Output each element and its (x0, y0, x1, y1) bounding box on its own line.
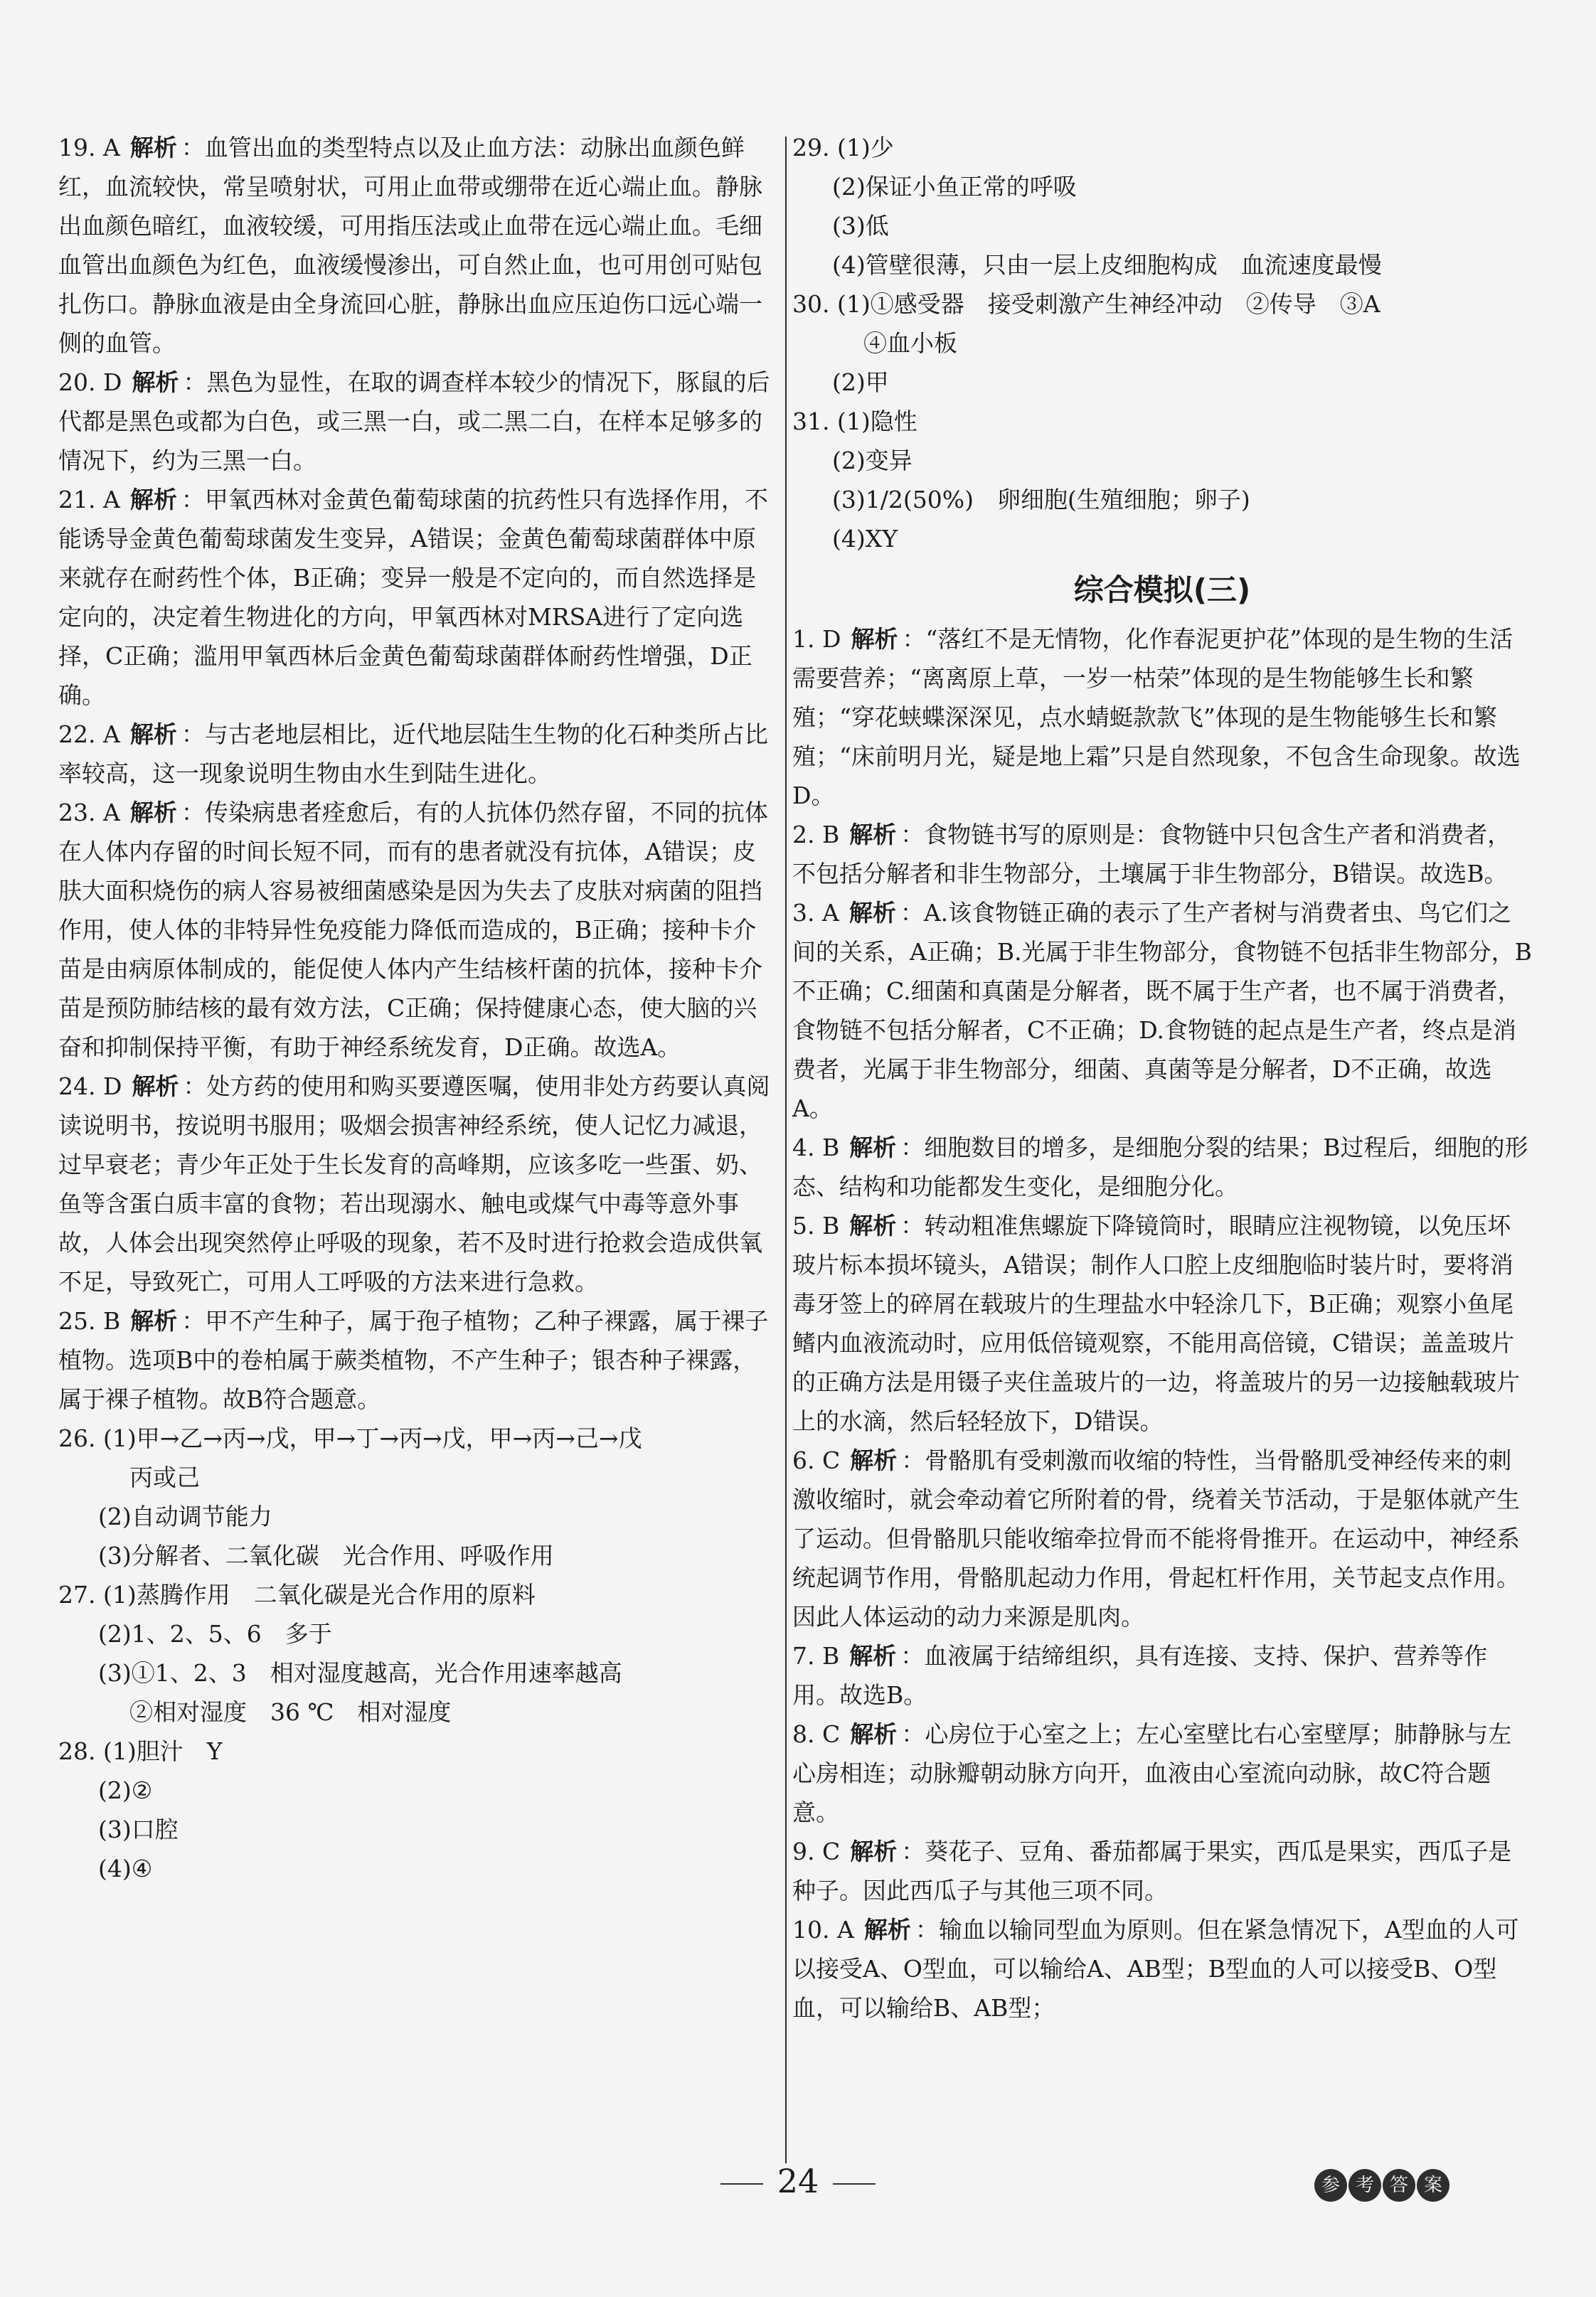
q31-line (792, 402, 1532, 441)
analysis-label: 解析 (129, 134, 177, 161)
question-number: 26. (58, 1424, 96, 1452)
question-number: 3. (792, 899, 815, 927)
analysis-text: ：血管出血的类型特点以及止血方法：动脉出血颜色鲜红，血流较快，常呈喷射状，可用止血带或绷带在近心端止血。静脉出血颜色暗红，血液较缓，可用指压法或止血带在远心端止血。毛细血管出血颜色为红色，血液缓慢渗出，可自然止血，也可用创可贴包扎伤口。静脉血液是由全身流回心脏，静脉出血应压迫伤口远心端一侧的血管。 (58, 134, 762, 357)
badge-char: 考 (1348, 2169, 1381, 2202)
question-number: 6. (792, 1446, 815, 1474)
answer-entry (792, 1832, 1532, 1910)
answer-choice: A (102, 486, 120, 513)
question-number: 7. (792, 1642, 815, 1670)
question-number: 31. (792, 407, 830, 435)
q27-line (58, 1575, 778, 1614)
analysis-text: ：心房位于心室之上；左心室壁比右心室壁厚；肺静脉与左心房相连；动脉瓣朝动脉方向开，血液由心室流向动脉，故C符合题意。 (792, 1720, 1512, 1826)
answer-entry (58, 715, 778, 793)
q31-line: (2)变异 (832, 447, 913, 474)
analysis-text: ：食物链书写的原则是：食物链中只包含生产者和消费者，不包括分解者和非生物部分，土壤属于非生物部分，B错误。故选B。 (792, 821, 1511, 888)
analysis-text: ：细胞数目的增多，是细胞分裂的结果；B过程后，细胞的形态、结构和功能都发生变化，是细胞分化。 (792, 1134, 1528, 1200)
badge-char: 案 (1417, 2169, 1449, 2202)
analysis-label: 解析 (129, 486, 177, 513)
analysis-label: 解析 (849, 1134, 897, 1161)
sub-answer: (1)蒸腾作用 二氧化碳是光合作用的原料 (102, 1581, 536, 1609)
answer-entry (792, 1636, 1532, 1715)
sub-answer: (1)胆汁 Y (102, 1737, 223, 1765)
answer-choice: A (822, 899, 839, 927)
q27-line: ②相对湿度 36 ℃ 相对湿度 (129, 1698, 452, 1726)
q29-line: (3)低 (832, 212, 889, 240)
analysis-text: ：“落红不是无情物，化作春泥更护花”体现的是生物的生活需要营养；“离离原上草，一岁一枯荣”体现的是生物能够生长和繁殖；“穿花蛱蝶深深见，点水蜻蜓款款飞”体现的是生物能够生长和繁殖；“床前明月光，疑是地上霜”只是自然现象，不包含生命现象。故选D。 (792, 625, 1521, 809)
left-column (58, 128, 778, 1888)
analysis-label: 解析 (849, 821, 897, 848)
question-number: 1. (792, 625, 815, 653)
question-number: 25. (58, 1307, 96, 1335)
question-number: 27. (58, 1581, 96, 1609)
badge-char: 答 (1383, 2169, 1415, 2202)
analysis-text: ：甲氧西林对金黄色葡萄球菌的抗药性只有选择作用，不能诱导金黄色葡萄球菌发生变异，A错误；金黄色葡萄球菌群体中原来就存在耐药性个体，B正确；变异一般是不定向的，而自然选择是定向的，决定着生物进化的方向，甲氧西林对MRSA进行了定向选择，C正确；滥用甲氧西林后金黄色葡萄球菌群体耐药性增强，D正确。 (58, 486, 768, 709)
answer-choice: B (822, 1212, 840, 1240)
analysis-label: 解析 (132, 368, 179, 396)
question-number: 10. (792, 1916, 830, 1944)
analysis-text: ：A.该食物链正确的表示了生产者树与消费者虫、鸟它们之间的关系，A正确；B.光属于非生物部分，食物链不包括非生物部分，B不正确；C.细菌和真菌是分解者，既不属于生产者，也不属于消费者，食物链不包括分解者，C不正确；D.食物链的起点是生产者，终点是消费者，光属于非生物部分，细菌、真菌等是分解者，D不正确，故选A。 (792, 899, 1532, 1122)
page-dash-left (720, 2183, 763, 2185)
answer-entry (792, 1715, 1532, 1832)
q26-line: 丙或己 (129, 1464, 200, 1491)
q28-line (58, 1732, 778, 1771)
analysis-label: 解析 (132, 1072, 179, 1100)
q26-line (58, 1419, 778, 1458)
sub-answer: (1)隐性 (836, 407, 917, 435)
answer-choice: A (102, 799, 120, 826)
answer-choice: D (102, 368, 122, 396)
analysis-label: 解析 (129, 720, 177, 748)
analysis-text: ：输血以输同型血为原则。但在紧急情况下，A型血的人可以接受A、O型血，可以输给A、AB型；B型血的人可以接受B、O型血，可以输给B、AB型； (792, 1916, 1519, 2022)
right-column (792, 128, 1532, 2027)
analysis-label: 解析 (849, 1212, 897, 1240)
question-number: 9. (792, 1838, 815, 1865)
q30-line: (2)甲 (832, 368, 889, 396)
analysis-label: 解析 (850, 1720, 898, 1748)
answer-entry (792, 1128, 1532, 1206)
q28-line: (2)② (98, 1776, 153, 1804)
analysis-label: 解析 (130, 1307, 178, 1335)
q31-line: (3)1/2(50%) 卵细胞(生殖细胞；卵子) (832, 486, 1250, 513)
answer-entry (58, 1301, 778, 1419)
analysis-label: 解析 (863, 1916, 911, 1944)
analysis-label: 解析 (851, 625, 898, 653)
analysis-label: 解析 (849, 1642, 897, 1670)
answer-choice: C (822, 1838, 841, 1865)
answer-entry (792, 1206, 1532, 1441)
question-number: 28. (58, 1737, 96, 1765)
answer-entry (58, 480, 778, 715)
q27-line: (2)1、2、5、6 多于 (98, 1620, 332, 1648)
analysis-text: ：葵花子、豆角、番茄都属于果实，西瓜是果实，西瓜子是种子。因此西瓜子与其他三项不同。 (792, 1838, 1512, 1904)
q29-line: (4)管壁很薄，只由一层上皮细胞构成 血流速度最慢 (832, 251, 1382, 279)
section-title: 综合模拟(三) (1073, 572, 1251, 607)
q28-line: (4)④ (98, 1855, 153, 1882)
question-number: 20. (58, 368, 96, 396)
question-number: 30. (792, 290, 830, 318)
question-number: 4. (792, 1134, 815, 1161)
answer-choice: A (102, 134, 120, 161)
q27-line: (3)①1、2、3 相对湿度越高，光合作用速率越高 (98, 1659, 622, 1687)
q26-line: (2)自动调节能力 (98, 1503, 272, 1530)
answer-entry (792, 1910, 1532, 2027)
q26-line: (3)分解者、二氧化碳 光合作用、呼吸作用 (98, 1542, 554, 1569)
q30-line (792, 284, 1532, 324)
answer-choice: B (822, 821, 840, 848)
analysis-label: 解析 (129, 799, 177, 826)
sub-answer: (1)甲→乙→丙→戊，甲→丁→丙→戊，甲→丙→己→戊 (102, 1424, 642, 1452)
analysis-text: ：与古老地层相比，近代地层陆生生物的化石种类所占比率较高，这一现象说明生物由水生到陆生进化。 (58, 720, 768, 787)
answer-entry (792, 1441, 1532, 1636)
answer-choice: B (102, 1307, 121, 1335)
analysis-text: ：骨骼肌有受刺激而收缩的特性，当骨骼肌受神经传来的刺激收缩时，就会牵动着它所附着的骨，绕着关节活动，于是躯体就产生了运动。但骨骼肌只能收缩牵拉骨而不能将骨推开。在运动中，神经系统起调节作用，骨骼肌起动力作用，骨起杠杆作用，关节起支点作用。因此人体运动的动力来源是肌肉。 (792, 1446, 1520, 1631)
answer-entry (792, 619, 1532, 815)
question-number: 22. (58, 720, 96, 748)
analysis-label: 解析 (850, 1838, 898, 1865)
analysis-text: ：黑色为显性，在取的调查样本较少的情况下，豚鼠的后代都是黑色或都为白色，或三黑一白，或二黑二白，在样本足够多的情况下，约为三黑一白。 (58, 368, 770, 474)
analysis-label: 解析 (850, 1446, 898, 1474)
q28-line: (3)口腔 (98, 1816, 179, 1843)
answer-choice: C (822, 1720, 841, 1748)
answer-choice: B (822, 1642, 840, 1670)
column-divider (785, 137, 787, 2163)
question-number: 8. (792, 1720, 815, 1748)
answer-choice: B (822, 1134, 840, 1161)
question-number: 5. (792, 1212, 815, 1240)
analysis-label: 解析 (848, 899, 896, 927)
q29-line (792, 128, 1532, 167)
analysis-text: ：处方药的使用和购买要遵医嘱，使用非处方药要认真阅读说明书，按说明书服用；吸烟会损害神经系统，使人记忆力减退，过早衰老；青少年正处于生长发育的高峰期，应该多吃一些蛋、奶、鱼等含蛋白质丰富的食物；若出现溺水、触电或煤气中毒等意外事故，人体会出现突然停止呼吸的现象，若不及时进行抢救会造成供氧不足，导致死亡，可用人工呼吸的方法来进行急救。 (58, 1072, 770, 1296)
question-number: 24. (58, 1072, 96, 1100)
question-number: 23. (58, 799, 96, 826)
answer-key-badge (1314, 2169, 1449, 2202)
answer-entry (792, 815, 1532, 893)
answer-entry (58, 1067, 778, 1301)
page-dash-right (833, 2183, 876, 2185)
answer-choice: C (822, 1446, 841, 1474)
answer-entry (58, 793, 778, 1067)
answer-choice: D (822, 625, 841, 653)
sub-answer: (1)①感受器 接受刺激产生神经冲动 ②传导 ③A (836, 290, 1380, 318)
question-number: 2. (792, 821, 815, 848)
q29-line: (2)保证小鱼正常的呼吸 (832, 173, 1077, 201)
answer-choice: A (836, 1916, 854, 1944)
analysis-text: ：转动粗准焦螺旋下降镜筒时，眼睛应注视物镜，以免压坏玻片标本损坏镜头，A错误；制作人口腔上皮细胞临时装片时，要将消毒牙签上的碎屑在载玻片的生理盐水中轻涂几下，B正确；观察小鱼尾鳍内血液流动时，应用低倍镜观察，不能用高倍镜，C错误；盖盖玻片的正确方法是用镊子夹住盖玻片的一边，将盖玻片的另一边接触载玻片上的水滴，然后轻轻放下，D错误。 (792, 1212, 1520, 1435)
answer-entry (58, 128, 778, 363)
badge-char: 参 (1314, 2169, 1347, 2202)
analysis-text: ：传染病患者痊愈后，有的人抗体仍然存留，不同的抗体在人体内存留的时间长短不同，而有的患者就没有抗体，A错误；皮肤大面积烧伤的病人容易被细菌感染是因为失去了皮肤对病菌的阻挡作用，使人体的非特异性免疫能力降低而造成的，B正确；接种卡介苗是由病原体制成的，能促使人体内产生结核杆菌的抗体，接种卡介苗是预防肺结核的最有效方法，C正确；保持健康心态，使大脑的兴奋和抑制保持平衡，有助于神经系统发育，D正确。故选A。 (58, 799, 768, 1061)
answer-choice: A (102, 720, 120, 748)
question-number: 21. (58, 486, 96, 513)
q31-line: (4)XY (832, 525, 898, 553)
analysis-text: ：甲不产生种子，属于孢子植物；乙种子裸露，属于裸子植物。选项B中的卷柏属于蕨类植物，不产生种子；银杏种子裸露，属于裸子植物。故B符合题意。 (58, 1307, 769, 1413)
answer-entry (58, 363, 778, 480)
answer-entry (792, 893, 1532, 1128)
sub-answer: (1)少 (836, 134, 894, 161)
q30-line: ④血小板 (863, 329, 957, 357)
question-number: 19. (58, 134, 96, 161)
question-number: 29. (792, 134, 830, 161)
answer-choice: D (102, 1072, 122, 1100)
analysis-text: ：血液属于结缔组织，具有连接、支持、保护、营养等作用。故选B。 (792, 1642, 1488, 1709)
page-number: 24 (777, 2162, 819, 2200)
